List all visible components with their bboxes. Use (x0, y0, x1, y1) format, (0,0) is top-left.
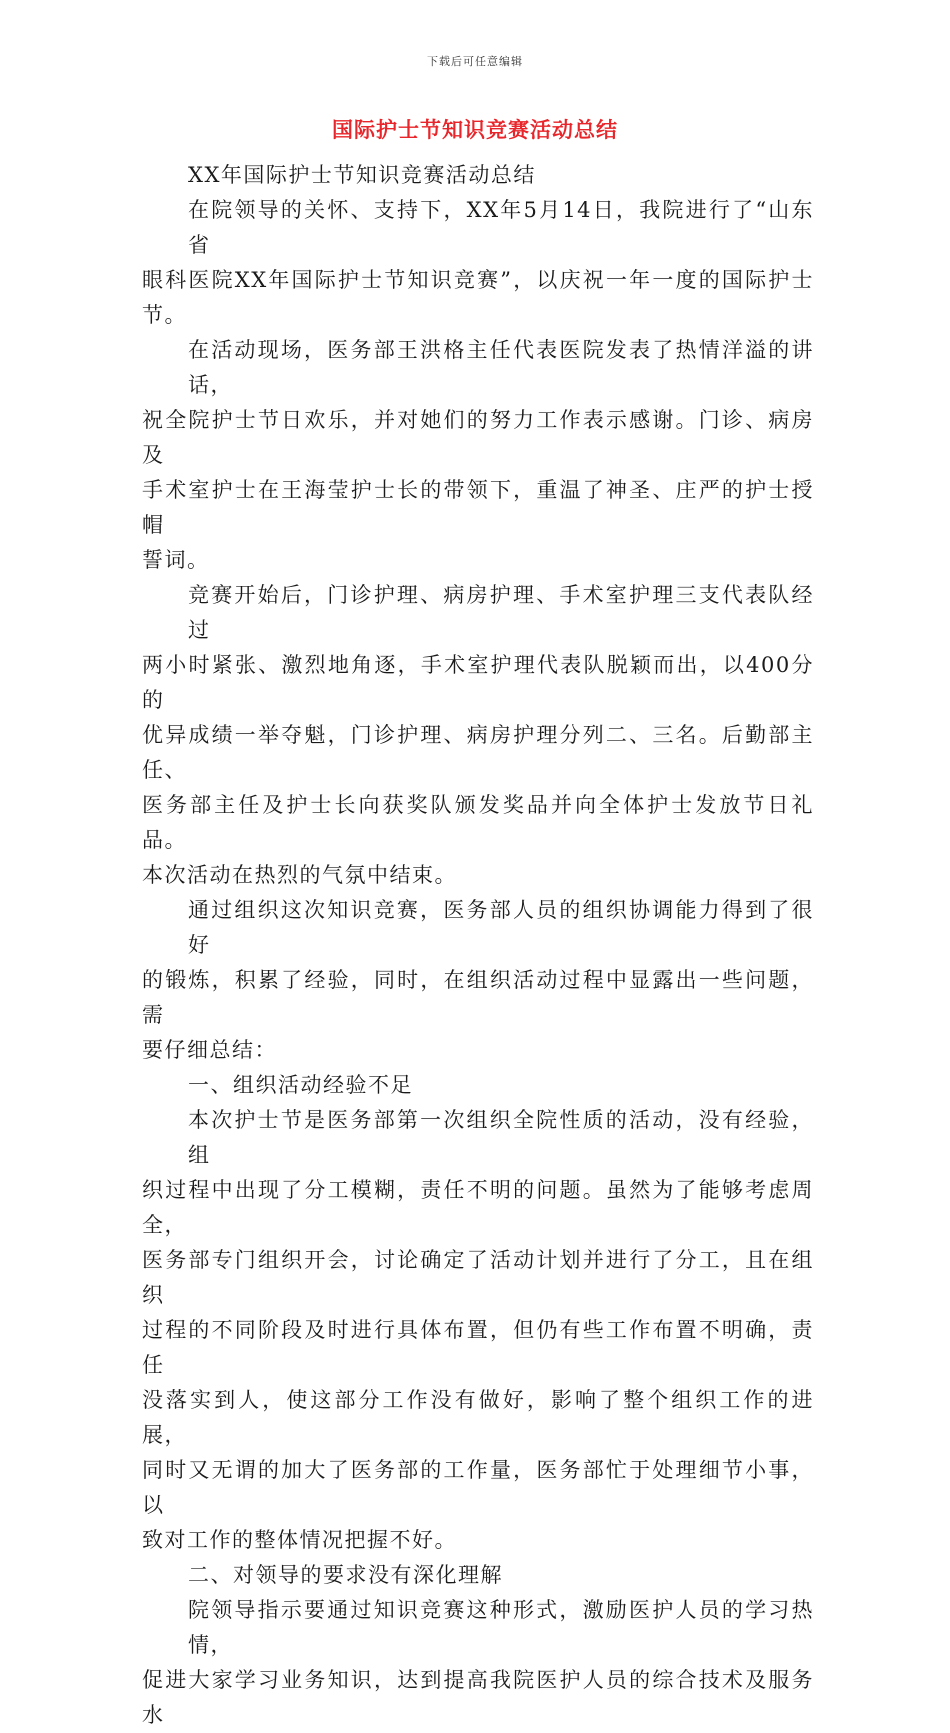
text-line: 致对工作的整体情况把握不好。 (142, 1528, 457, 1552)
header-note: 下载后可任意编辑 (427, 55, 523, 68)
section-heading (142, 1068, 814, 1103)
paragraph (142, 193, 814, 333)
text-line: 誓词。 (142, 548, 210, 572)
text-line: 在院领导的关怀、支持下，XX年5月14日，我院进行了“山东省 (188, 198, 814, 257)
paragraph-intro-title (142, 158, 814, 193)
text-line: 医务部专门组织开会，讨论确定了活动计划并进行了分工，且在组织 (142, 1248, 814, 1307)
text-line: 二、对领导的要求没有深化理解 (188, 1563, 503, 1587)
paragraph (142, 1593, 814, 1733)
text-line: 手术室护士在王海莹护士长的带领下，重温了神圣、庄严的护士授帽 (142, 478, 814, 537)
text-line: 本次护士节是医务部第一次组织全院性质的活动，没有经验，组 (188, 1108, 814, 1167)
text-line: 通过组织这次知识竞赛，医务部人员的组织协调能力得到了很好 (188, 898, 814, 957)
paragraph (142, 333, 814, 578)
text-line: 院领导指示要通过知识竞赛这种形式，激励医护人员的学习热情， (188, 1598, 814, 1657)
text-line: 优异成绩一举夺魁，门诊护理、病房护理分列二、三名。后勤部主任、 (142, 723, 814, 782)
text-line: XX年国际护士节知识竞赛活动总结 (188, 163, 536, 187)
text-line: 要仔细总结： (142, 1038, 277, 1062)
text-line: 竞赛开始后，门诊护理、病房护理、手术室护理三支代表队经过 (188, 583, 814, 642)
text-line: 本次活动在热烈的气氛中结束。 (142, 863, 457, 887)
document-title: 国际护士节知识竞赛活动总结 (332, 117, 618, 142)
text-line: 过程的不同阶段及时进行具体布置，但仍有些工作布置不明确，责任 (142, 1318, 814, 1377)
text-line: 祝全院护士节日欢乐，并对她们的努力工作表示感谢。门诊、病房及 (142, 408, 814, 467)
text-line: 同时又无谓的加大了医务部的工作量，医务部忙于处理细节小事，以 (142, 1458, 814, 1517)
text-line: 促进大家学习业务知识，达到提高我院医护人员的综合技术及服务水 (142, 1668, 814, 1727)
document-body (142, 158, 814, 1733)
text-line: 织过程中出现了分工模糊，责任不明的问题。虽然为了能够考虑周全， (142, 1178, 814, 1237)
text-line: 在活动现场，医务部王洪格主任代表医院发表了热情洋溢的讲话， (188, 338, 814, 397)
text-line: 的锻炼，积累了经验，同时，在组织活动过程中显露出一些问题，需 (142, 968, 814, 1027)
text-line: 一、组织活动经验不足 (188, 1073, 413, 1097)
text-line: 眼科医院XX年国际护士节知识竞赛”，以庆祝一年一度的国际护士节。 (142, 268, 814, 327)
paragraph (142, 1103, 814, 1558)
text-line: 没落实到人，使这部分工作没有做好，影响了整个组织工作的进展， (142, 1388, 814, 1447)
paragraph (142, 893, 814, 1068)
paragraph (142, 578, 814, 893)
text-line: 两小时紧张、激烈地角逐，手术室护理代表队脱颖而出，以400分的 (142, 653, 814, 712)
text-line: 医务部主任及护士长向获奖队颁发奖品并向全体护士发放节日礼品。 (142, 793, 814, 852)
section-heading (142, 1558, 814, 1593)
